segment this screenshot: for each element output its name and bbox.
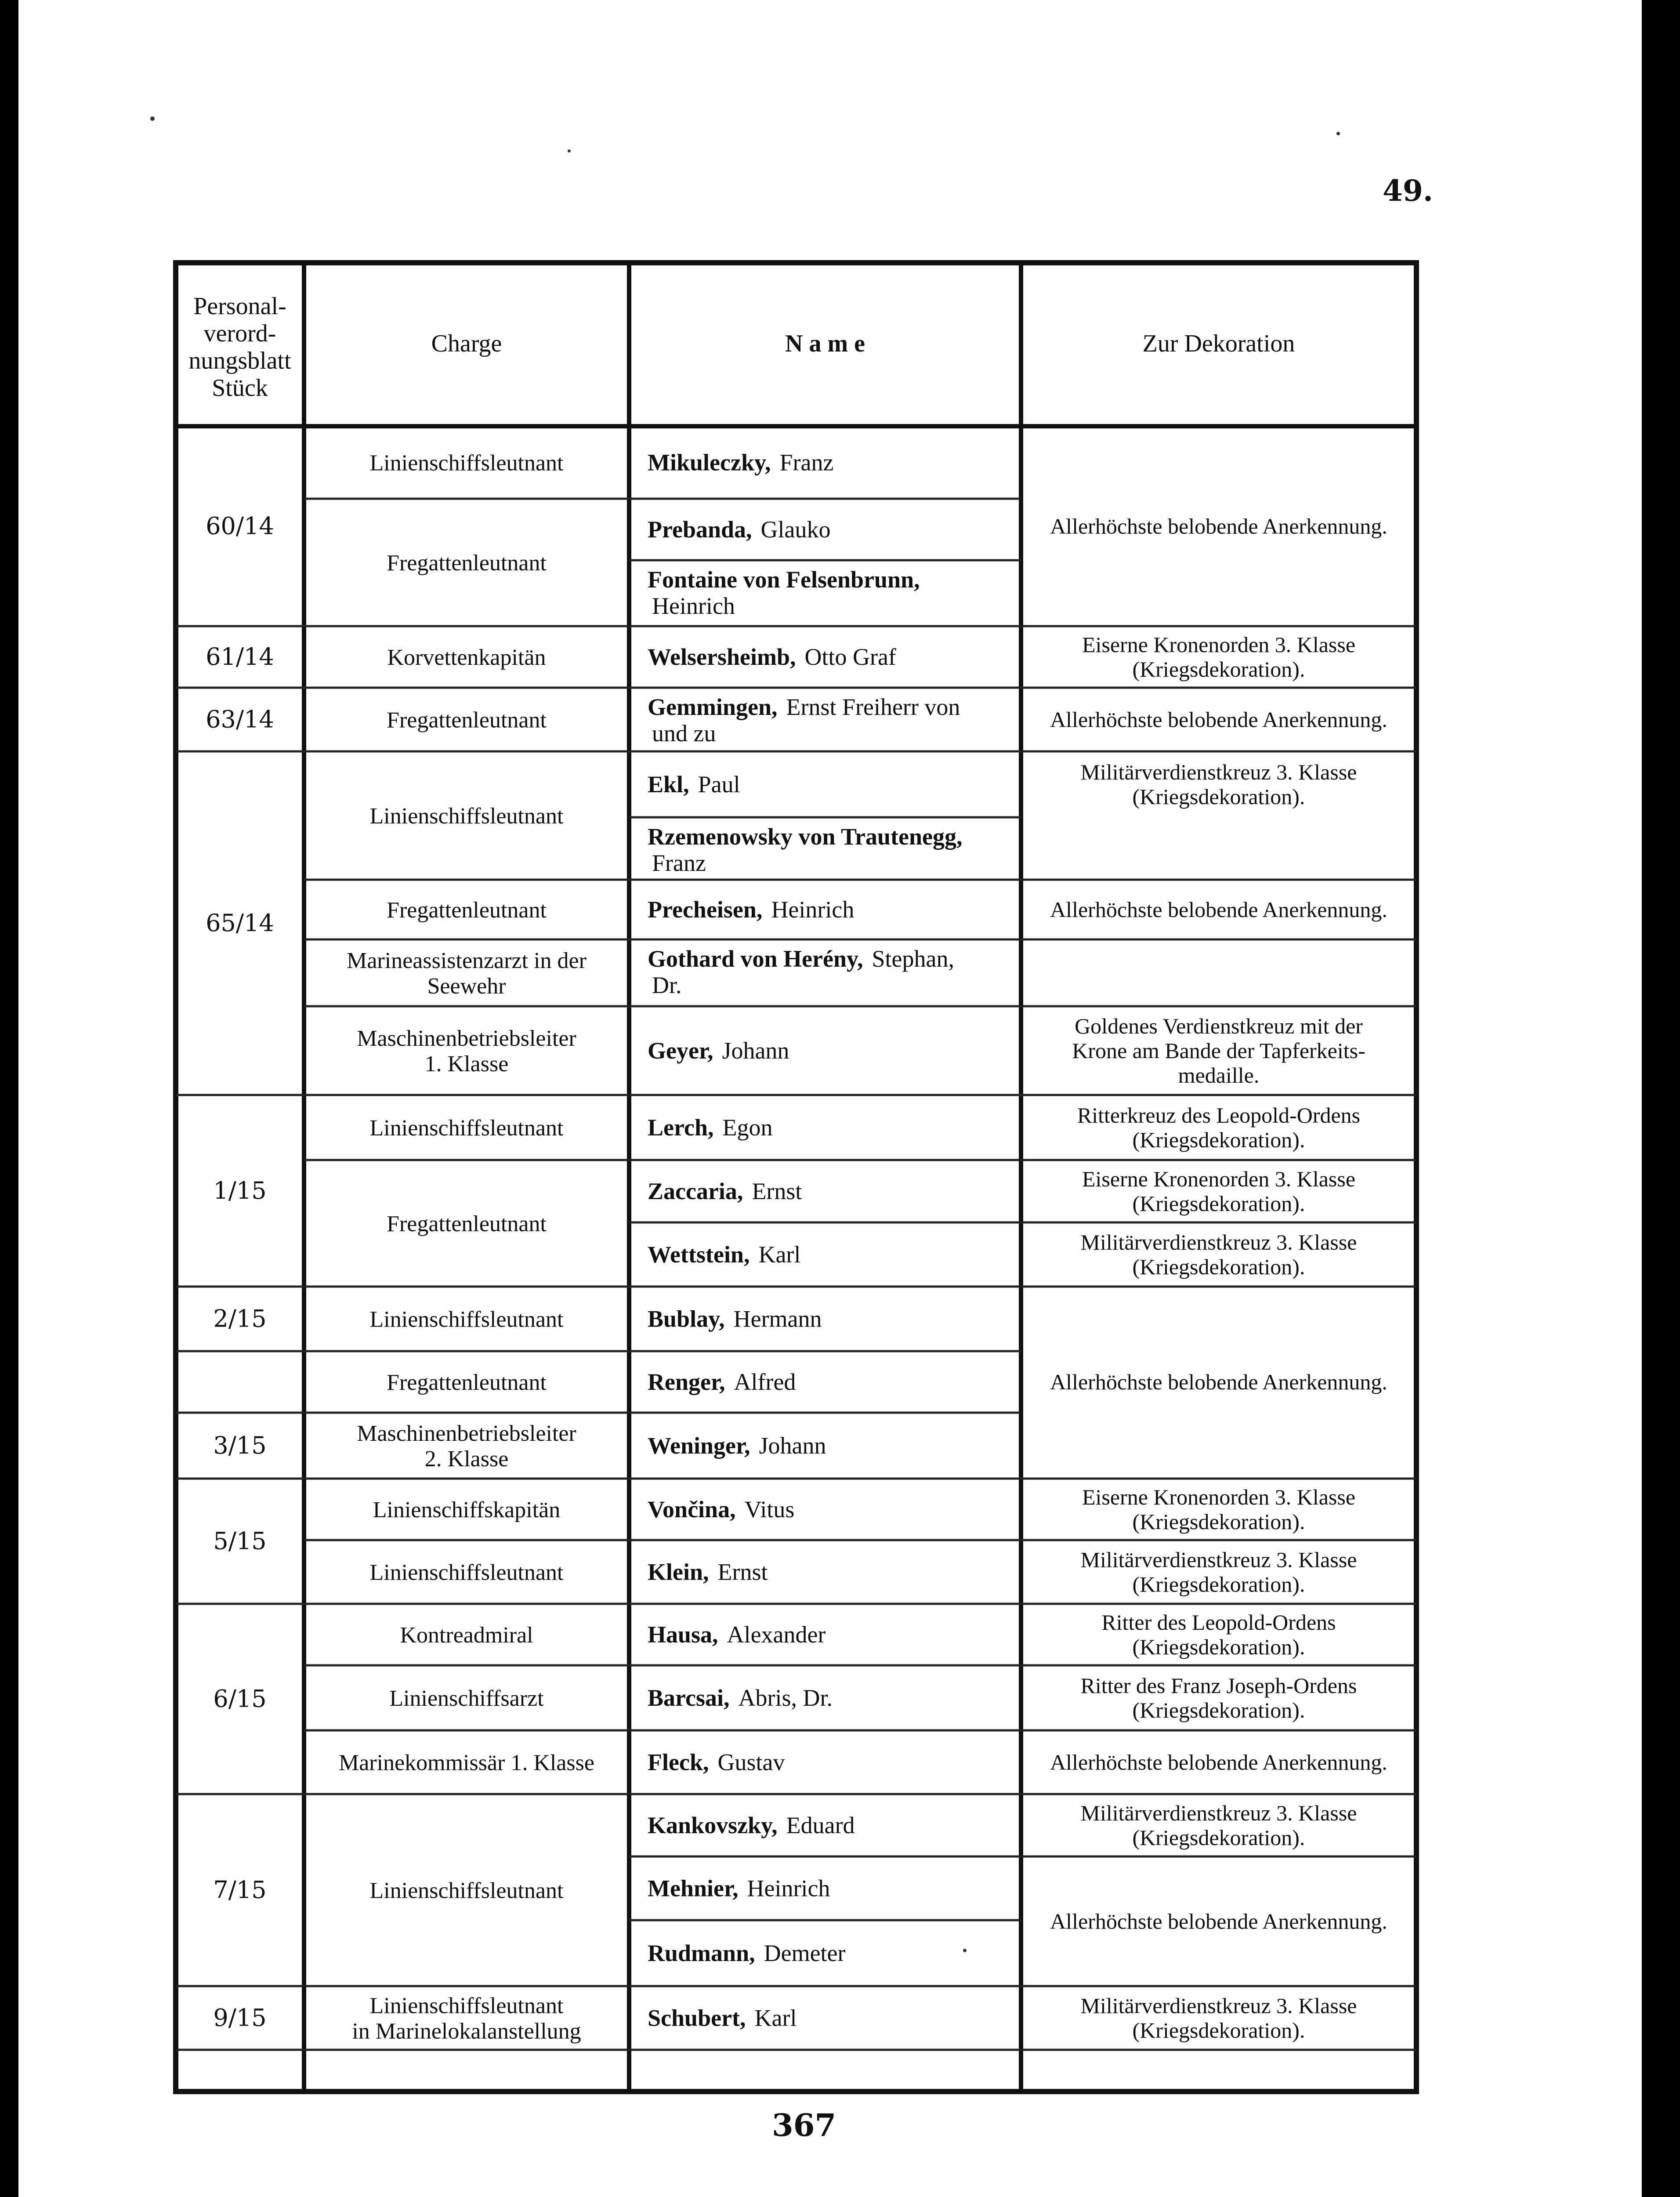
row-charge: Linienschiffsleutnant xyxy=(369,1993,564,2019)
row-name xyxy=(648,2005,797,2031)
row-name xyxy=(648,823,962,850)
row-name xyxy=(648,1685,833,1711)
footer-page-number: 367 xyxy=(772,2107,836,2143)
row-given-name: Ernst Freiherr von xyxy=(786,694,960,720)
row-surname: Wettstein, xyxy=(648,1241,750,1268)
row-stueck: 6/15 xyxy=(213,1685,267,1713)
row-dekoration: (Kriegsdekoration). xyxy=(1132,1825,1305,1850)
row-dekoration: (Kriegsdekoration). xyxy=(1132,1128,1305,1152)
header-col1-line: nungsblatt xyxy=(188,347,291,374)
print-speck xyxy=(1336,132,1340,135)
row-charge: Linienschiffsleutnant xyxy=(369,450,564,476)
row-dekoration: (Kriegsdekoration). xyxy=(1132,1572,1305,1597)
row-surname: Precheisen, xyxy=(648,896,763,923)
row-stueck: 1/15 xyxy=(213,1177,267,1204)
row-given-name: Gustav xyxy=(717,1749,785,1776)
row-surname: Schubert, xyxy=(648,2005,746,2031)
row-name xyxy=(648,1812,855,1838)
row-dekoration: Allerhöchste belobende Anerkennung. xyxy=(1050,1909,1387,1934)
row-charge: 2. Klasse xyxy=(424,1447,509,1472)
header-charge: Charge xyxy=(431,330,502,357)
row-dekoration: (Kriegsdekoration). xyxy=(1132,1635,1305,1659)
row-charge: Kontreadmiral xyxy=(400,1623,533,1648)
row-surname: Ekl, xyxy=(648,771,689,798)
row-dekoration: (Kriegsdekoration). xyxy=(1132,657,1305,682)
row-surname: Prebanda, xyxy=(648,516,752,543)
page-number: 49. xyxy=(1383,174,1433,208)
row-name xyxy=(648,644,896,670)
row-surname: Fleck, xyxy=(648,1749,709,1776)
row-dekoration: Eiserne Kronenorden 3. Klasse xyxy=(1082,1485,1356,1509)
header-col1-line: Personal- xyxy=(193,293,286,320)
row-dekoration: (Kriegsdekoration). xyxy=(1132,784,1305,809)
row-charge: Maschinenbetriebsleiter xyxy=(357,1026,576,1051)
row-given-name: Stephan, xyxy=(872,946,954,972)
row-surname: Kankovszky, xyxy=(648,1812,778,1838)
header-col1-line: Stück xyxy=(212,374,268,402)
row-given-name: Glauko xyxy=(760,516,831,543)
row-charge: Linienschiffsleutnant xyxy=(369,1560,564,1585)
row-given-name: Eduard xyxy=(786,1812,855,1838)
row-surname: Klein, xyxy=(648,1559,709,1585)
row-surname: Bublay, xyxy=(648,1305,725,1332)
row-charge: Maschinenbetriebsleiter xyxy=(357,1421,576,1446)
row-given-name: Alexander xyxy=(727,1621,826,1648)
row-surname: Gothard von Herény, xyxy=(648,946,863,972)
row-given-name: Alfred xyxy=(734,1369,796,1395)
row-name xyxy=(648,516,831,543)
row-charge: Fregattenleutnant xyxy=(387,898,547,923)
row-charge: Marineassistenzarzt in der xyxy=(347,948,587,973)
row-dekoration: Militärverdienstkreuz 3. Klasse xyxy=(1080,1547,1357,1572)
row-given-name: Johann xyxy=(722,1037,789,1064)
row-surname: Barcsai, xyxy=(648,1685,730,1711)
row-stueck: 60/14 xyxy=(206,512,274,540)
row-dekoration: Militärverdienstkreuz 3. Klasse xyxy=(1080,760,1357,784)
row-charge: Fregattenleutnant xyxy=(387,1370,547,1395)
row-name xyxy=(648,1621,826,1648)
row-name xyxy=(648,450,833,476)
header-col1-line: verord- xyxy=(203,320,276,347)
row-charge: Fregattenleutnant xyxy=(387,707,547,733)
row-name xyxy=(648,1037,789,1064)
row-charge: Linienschiffsleutnant xyxy=(369,804,564,829)
row-dekoration: Eiserne Kronenorden 3. Klasse xyxy=(1082,632,1356,657)
row-name xyxy=(648,1178,802,1204)
row-given-name: Karl xyxy=(758,1241,801,1268)
row-surname: Vončina, xyxy=(648,1496,736,1523)
row-given-name: Hermann xyxy=(733,1305,822,1332)
row-dekoration: Allerhöchste belobende Anerkennung. xyxy=(1050,1370,1387,1394)
print-speck xyxy=(568,149,571,152)
row-charge: in Marinelokalanstellung xyxy=(352,2019,581,2044)
row-surname: Zaccaria, xyxy=(648,1178,743,1204)
row-dekoration: Allerhöchste belobende Anerkennung. xyxy=(1050,514,1387,539)
row-surname: Mehnier, xyxy=(648,1875,739,1902)
row-dekoration: Ritter des Leopold-Ordens xyxy=(1101,1610,1336,1635)
row-stueck: 7/15 xyxy=(213,1876,267,1904)
row-dekoration: Ritter des Franz Joseph-Ordens xyxy=(1080,1673,1357,1698)
row-dekoration: Eiserne Kronenorden 3. Klasse xyxy=(1082,1167,1356,1191)
row-charge: Fregattenleutnant xyxy=(387,1211,547,1236)
row-name xyxy=(648,771,740,798)
row-dekoration: (Kriegsdekoration). xyxy=(1132,1254,1305,1279)
row-name xyxy=(648,1114,772,1141)
decoration-register-table xyxy=(18,0,1642,2197)
row-name-continuation: Dr. xyxy=(652,972,682,998)
row-name xyxy=(648,1749,785,1776)
row-name xyxy=(648,1241,800,1268)
row-given-name: Paul xyxy=(698,771,740,798)
row-charge: Linienschiffsleutnant xyxy=(369,1307,564,1332)
row-dekoration: (Kriegsdekoration). xyxy=(1132,2018,1305,2043)
row-name xyxy=(648,566,920,593)
row-name xyxy=(648,896,854,923)
row-dekoration: (Kriegsdekoration). xyxy=(1132,1191,1305,1216)
row-dekoration: medaille. xyxy=(1178,1063,1260,1088)
row-given-name: Heinrich xyxy=(771,896,854,923)
row-dekoration: (Kriegsdekoration). xyxy=(1132,1509,1305,1534)
row-name xyxy=(648,1306,822,1332)
row-given-name: Ernst xyxy=(752,1178,802,1204)
row-name xyxy=(648,1496,794,1523)
row-surname: Hausa, xyxy=(648,1621,718,1648)
row-given-name: Otto Graf xyxy=(804,644,896,670)
row-name-continuation: Heinrich xyxy=(652,593,735,619)
row-dekoration: Allerhöchste belobende Anerkennung. xyxy=(1050,897,1387,922)
row-charge: Linienschiffsleutnant xyxy=(369,1116,564,1141)
row-stueck: 2/15 xyxy=(213,1305,267,1333)
header-name: N a m e xyxy=(785,330,865,357)
row-given-name: Abris, Dr. xyxy=(738,1685,833,1711)
row-dekoration: (Kriegsdekoration). xyxy=(1132,1698,1305,1722)
row-surname: Rudmann, xyxy=(648,1940,755,1966)
row-charge: Linienschiffskapitän xyxy=(373,1497,561,1523)
row-dekoration: Allerhöchste belobende Anerkennung. xyxy=(1050,1750,1387,1775)
row-name xyxy=(648,1432,826,1459)
print-speck xyxy=(150,116,155,121)
row-charge: Linienschiffsleutnant xyxy=(369,1878,564,1903)
row-dekoration: Militärverdienstkreuz 3. Klasse xyxy=(1080,1230,1357,1254)
header-dekoration: Zur Dekoration xyxy=(1142,330,1295,357)
document-page xyxy=(18,0,1642,2197)
row-stueck: 63/14 xyxy=(206,705,274,733)
row-surname: Weninger, xyxy=(648,1432,750,1459)
row-stueck: 65/14 xyxy=(206,909,274,937)
row-name xyxy=(648,1875,830,1902)
row-given-name: Ernst xyxy=(717,1559,768,1585)
row-name xyxy=(648,694,960,720)
row-dekoration: Militärverdienstkreuz 3. Klasse xyxy=(1080,1993,1357,2018)
row-charge: Korvettenkapitän xyxy=(387,645,546,670)
row-surname: Welsersheimb, xyxy=(648,644,796,670)
row-surname: Renger, xyxy=(648,1369,725,1395)
row-surname: Fontaine von Felsenbrunn, xyxy=(648,566,920,593)
row-surname: Gemmingen, xyxy=(648,694,778,720)
row-surname: Geyer, xyxy=(648,1037,713,1064)
row-charge: Fregattenleutnant xyxy=(387,551,547,576)
row-stueck: 61/14 xyxy=(206,643,274,671)
row-name-continuation: und zu xyxy=(652,720,716,747)
row-dekoration: Krone am Bande der Tapferkeits- xyxy=(1072,1038,1365,1063)
row-stueck: 9/15 xyxy=(213,2004,267,2032)
row-given-name: Johann xyxy=(759,1432,826,1459)
row-charge: Marinekommissär 1. Klasse xyxy=(338,1750,595,1776)
row-given-name: Egon xyxy=(722,1114,773,1141)
row-charge: Seewehr xyxy=(427,974,506,999)
row-given-name: Karl xyxy=(754,2005,797,2031)
row-dekoration: Ritterkreuz des Leopold-Ordens xyxy=(1077,1103,1361,1128)
row-given-name: Demeter xyxy=(764,1940,846,1966)
row-dekoration: Militärverdienstkreuz 3. Klasse xyxy=(1080,1801,1357,1825)
table-frame xyxy=(176,263,1416,2092)
row-stueck: 5/15 xyxy=(213,1527,267,1555)
row-stueck: 3/15 xyxy=(213,1432,267,1459)
row-surname: Mikuleczky, xyxy=(648,449,771,476)
row-surname: Rzemenowsky von Trautenegg, xyxy=(648,823,963,850)
row-given-name: Heinrich xyxy=(747,1875,830,1902)
row-name xyxy=(648,946,954,972)
row-dekoration: Allerhöchste belobende Anerkennung. xyxy=(1050,707,1387,732)
row-charge: 1. Klasse xyxy=(424,1051,509,1077)
row-name xyxy=(648,1940,846,1966)
row-given-name: Franz xyxy=(779,449,834,476)
row-surname: Lerch, xyxy=(648,1114,714,1141)
print-speck xyxy=(963,1949,967,1952)
row-dekoration: Goldenes Verdienstkreuz mit der xyxy=(1075,1014,1363,1038)
row-charge: Linienschiffsarzt xyxy=(389,1686,544,1711)
row-given-name: Vitus xyxy=(744,1496,795,1523)
row-name xyxy=(648,1369,796,1395)
row-name xyxy=(648,1559,768,1585)
row-name-continuation: Franz xyxy=(652,850,706,876)
